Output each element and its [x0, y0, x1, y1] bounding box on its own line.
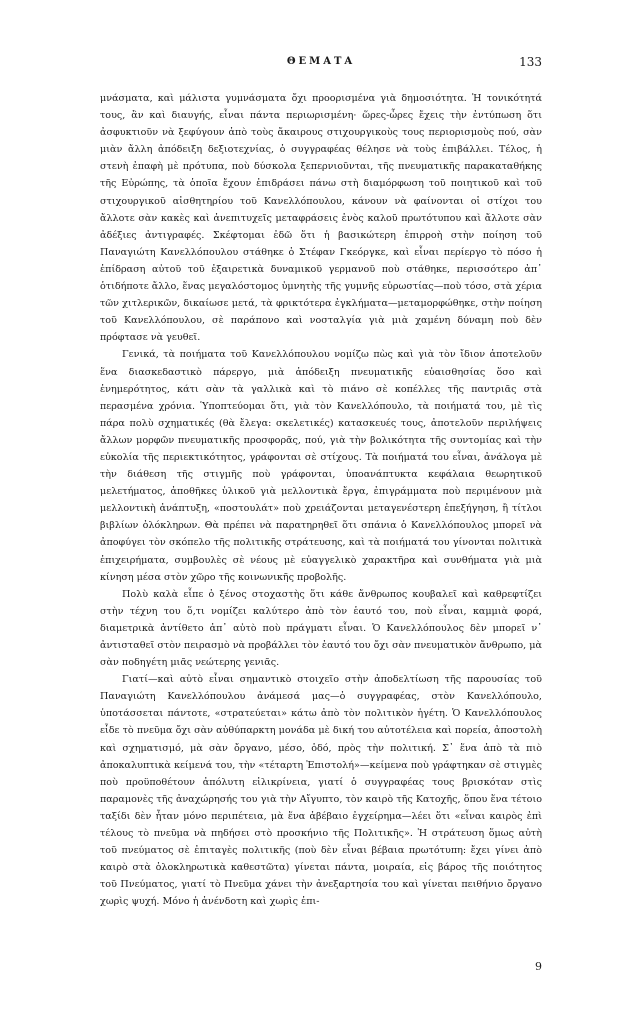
paragraph-3: Πολὺ καλὰ εἶπε ὁ ξένος στοχαστὴς ὅτι κάθε ἄνθρωπος κουβαλεῖ καὶ καθρεφτίζει στὴν τέχνη του ὅ,τι νομίζει καλύτερο ἀπὸ τὸν ἑαυτό του, ποὺ εἶναι, καμμιὰ φορά, διαμετρικὰ ἀντίθετο ἀπ᾿ αὐτὸ ποὺ πράγματι εἶναι. Ὁ Κανελλόπουλος δὲν μπορεῖ ν᾿ ἀντισταθεῖ στὸν πειρασμὸ νὰ προβάλλει τὸν ἑαυτό του ὄχι σὰν πνευματικὸν ἄνθρωπο, μὰ σὰν ποδηγέτη μιᾶς νεώτερης γενιᾶς. [100, 588, 542, 669]
running-title: ΘΕΜΑΤΑ [286, 56, 356, 67]
signature-mark: 9 [535, 960, 542, 973]
body-text [100, 90, 542, 911]
page-number: 133 [519, 55, 542, 69]
paragraph-2: Γενικά, τὰ ποιήματα τοῦ Κανελλόπουλου νομίζω πὼς καὶ γιὰ τὸν ἴδιον ἀποτελοῦν ἕνα διασκεδαστικὸ πάρεργο, μιὰ ἀπόδειξη πνευματικῆς εὐαισθησίας ὅσο καὶ ἐνημερότητος, κάτι σὰν τὰ γαλλικὰ καὶ τὸ πιάνο σὲ κοπέλλες τῆς παντριᾶς στὰ περασμένα χρόνια. Ὑποπτεύομαι ὅτι, γιὰ τὸν Κανελλόπουλο, τὰ ποιήματά του, μὲ τὶς πάρα πολὺ σχηματικές (θὰ ἔλεγα: σκελετικές) κατασκευές τους, ἀποτελοῦν περιλήψεις ἄλλων μορφῶν πνευματικῆς προσφορᾶς, πού, γιὰ τὴν βολικότητα τῆς συντομίας καὶ τὴν εὐκολία τῆς περιεκτικότητος, γράφονται σὲ στίχους. Τὰ ποιήματά του εἶναι, ἀνάλογα μὲ τὴν διάθεση τῆς στιγμῆς ποὺ γράφονται, ὑποανάπτυκτα κεφάλαια θεωρητικοῦ μελετήματος, ἀποθῆκες ὑλικοῦ γιὰ μελλοντικὰ ἔργα, ἐπιγράμματα ποὺ περιμένουν μιὰ μελλοντικὴ ἀνάπτυξη, «ποστουλάτ» ποὺ χρειάζονται μεταγενέστερη ἐπεξήγηση, ἢ τίτλοι βιβλίων ὁλόκληρων. Θὰ πρέπει νὰ παρατηρηθεῖ ὅτι σπάνια ὁ Κανελλόπουλος μπορεῖ νὰ ἀποφύγει τὸν σκόπελο τῆς πολιτικῆς στράτευσης, καὶ τὰ ποιήματά του γίνονται πολιτικὰ ἐπιχειρήματα, συμβουλὲς σὲ νέους μὲ εὐαγγελικὸ χαρακτῆρα καὶ συνθήματα γιὰ μιὰ κίνηση μέσα στὸν χῶρο τῆς κοινωνικῆς προβολῆς. [100, 349, 542, 583]
page-header [100, 56, 542, 76]
paragraph-1: μνάσματα, καὶ μάλιστα γυμνάσματα ὄχι προορισμένα γιὰ δημοσιότητα. Ἡ τονικότητά τους, ἂν καὶ διαυγής, εἶναι πάντα περιωρισμένη· ὥρες-ὧρες ἔχεις τὴν ἐντύπωση ὅτι ἀσφυκτιοῦν νὰ ξεφύγουν ἀπὸ τοὺς ἄκαιρους στιχουργικοὺς τους περιορισμοὺς πού, σὰν μιὰν ἄλλη ἀπόδειξη δεξιοτεχνίας, ὁ συγγραφέας θέλησε νὰ τοὺς ἐπιβάλλει. Τέλος, ἡ στενὴ ἐπαφὴ μὲ πρότυπα, ποὺ δύσκολα ξεπερνιοῦνται, τῆς πνευματικῆς παρακαταθήκης τῆς Εὐρώπης, τὰ ὁποῖα ἔχουν ἐπιδράσει πάνω στὴ διαμόρφωση τοῦ ποιητικοῦ καὶ τοῦ στιχουργικοῦ αἰσθητηρίου τοῦ Κανελλόπουλου, κάνουν νὰ φαίνονται οἱ στίχοι του ἄλλοτε σὰν κακὲς καὶ ἀνεπιτυχεῖς μεταφράσεις ἑνὸς καλοῦ πρωτότυπου καὶ ἄλλοτε σὰν ἀδέξιες ἀντιγραφές. Σκέφτομαι ἐδῶ ὅτι ἡ βασικώτερη ἐπιρροὴ στὴν ποίηση τοῦ Παναγιώτη Κανελλόπουλου στάθηκε ὁ Στέφαν Γκεόργκε, καὶ εἶναι περίεργο τὸ πόσο ἡ ἐπίδραση αὐτοῦ τοῦ ἐξαιρετικὰ δυναμικοῦ γερμανοῦ ποὺ στάθηκε, περισσότερο ἀπ᾿ ὁτιδήποτε ἄλλο, ἕνας μεγαλόστομος ὑμνητὴς τῆς γυμνῆς εὐρωστίας—ποὺ τόσο, στὰ χέρια τῶν χιτλερικῶν, δικαίωσε μετά, τὰ φρικτότερα ἐγκλήματα—μεταμορφώθηκε, στὴν ποίηση τοῦ Κανελλόπουλου, σὲ παράπονο καὶ νοσταλγία γιὰ μιὰ χαμένη δύναμη ποὺ δὲν πρόφτασε νὰ γευθεῖ. [100, 93, 542, 344]
paragraph-4: Γιατί—καὶ αὐτὸ εἶναι σημαντικὸ στοιχεῖο στὴν ἀποδελτίωση τῆς παρουσίας τοῦ Παναγιώτη Κανελλόπουλου ἀνάμεσά μας—ὁ συγγραφέας, στὸν Κανελλόπουλο, ὑποτάσσεται πάντοτε, «στρατεύεται» κάτω ἀπὸ τὸν πολιτικὸν ἡγέτη. Ὁ Κανελλόπουλος εἶδε τὸ πνεῦμα ὄχι σὰν αὐθύπαρκτη μονάδα μὲ δική του αὐτοτέλεια καὶ πορεία, ἀποστολὴ καὶ σχηματισμό, μὰ σὰν ὄργανο, μέσο, ὁδό, πρὸς τὴν πολιτική. Σ᾿ ἕνα ἀπὸ τὰ πιὸ ἀποκαλυπτικὰ κείμενά του, τὴν «τέταρτη Ἐπιστολή»—κείμενα ποὺ γράφτηκαν σὲ στιγμὲς ποὺ προϋποθέτουν ἀπόλυτη εἰλικρίνεια, γιατί ὁ συγγραφέας τους βρισκόταν στὶς παραμονὲς τῆς ἀναχώρησής του γιὰ τὴν Αἴγυπτο, τὸν καιρὸ τῆς Κατοχῆς, ὅπου ἕνα τέτοιο ταξίδι δὲν ἦταν μόνο περιπέτεια, μὰ ἕνα ἀβέβαιο ἐγχείρημα—λέει ὅτι «εἶναι καιρὸς ἐπὶ τέλους τὸ πνεῦμα νὰ πηδήσει στὸ προσκήνιο τῆς Πολιτικῆς». Ἡ στράτευση ὅμως αὐτὴ τοῦ πνεύματος σὲ ἐπιταγὲς πολιτικῆς (ποὺ δὲν εἶναι βέβαια πρωτότυπη: ἔχει γίνει ἀπὸ καιρὸ στὰ ὁλοκληρωτικὰ καθεστῶτα) γίνεται πάντα, μοιραία, εἰς βάρος τῆς ποιότητος τοῦ Πνεύματος, γιατί τὸ Πνεῦμα χάνει τὴν ἀνεξαρτησία του καὶ γίνεται πειθήνιο ὄργανο χωρὶς ψυχή. Μόνο ἡ ἀνένδοτη καὶ χωρὶς ἐπι- [100, 674, 542, 908]
